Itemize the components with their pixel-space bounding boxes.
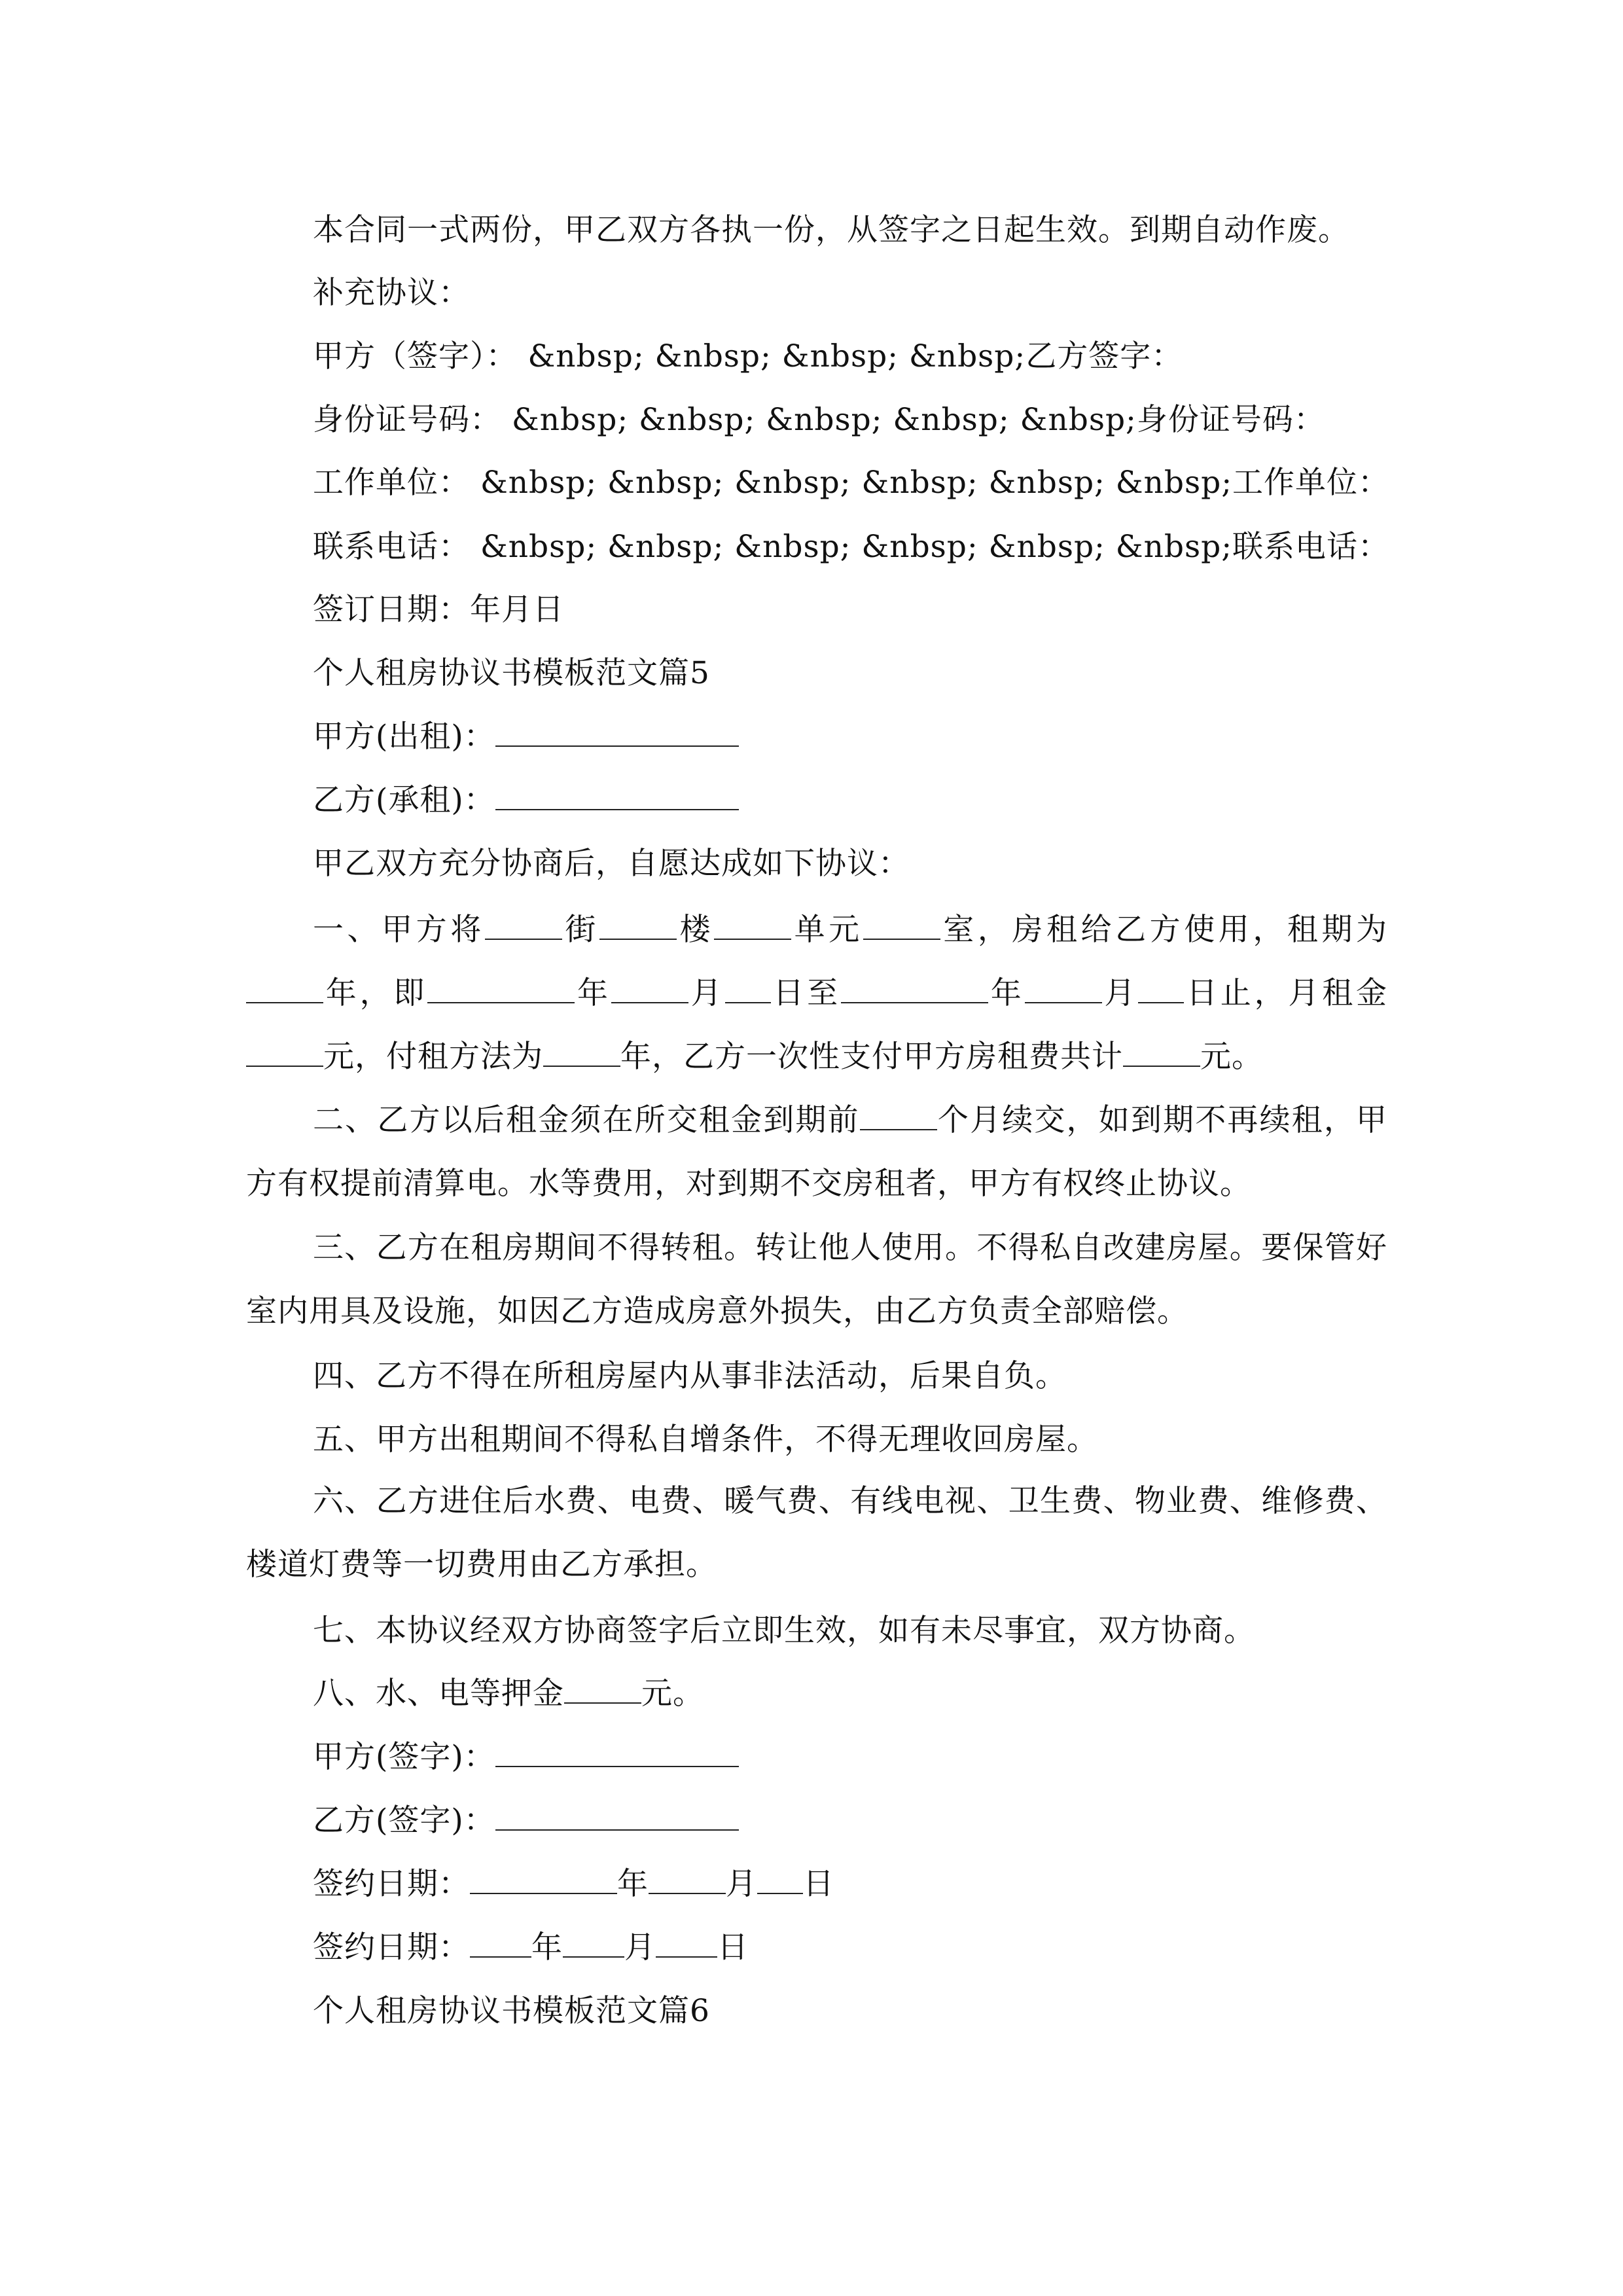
year-unit: 年 (617, 1866, 649, 1902)
clause-1-text: 日至 (770, 975, 841, 1011)
party-a-sign-line (313, 1738, 1387, 1777)
clause-1-text: 年，即 (323, 975, 428, 1011)
blank-room (863, 912, 940, 940)
blank-end-day (1138, 976, 1184, 1003)
contract-copies-line: 本合同一式两份，甲乙双方各执一份，从签字之日起生效。到期自动作废。 (313, 212, 1349, 248)
phone-line: 联系电话： &nbsp; &nbsp; &nbsp; &nbsp; &nbsp; &nbsp;联系电话： (313, 529, 1390, 565)
party-a-sign-blank (495, 1740, 739, 1767)
party-a-lessor-label: 甲方(出租)： (313, 719, 495, 755)
clause-2 (246, 1088, 1387, 1215)
blank-start-month (611, 976, 688, 1003)
clause-8 (313, 1674, 1387, 1713)
section-heading-5: 个人租房协议书模板范文篇5 (313, 655, 710, 691)
clause-1-text: 年 (988, 975, 1025, 1011)
year-unit: 年 (531, 1929, 563, 1965)
blank-deposit (564, 1676, 641, 1704)
clause-1-text: 街 (562, 912, 599, 948)
supplement-heading: 补充协议： (313, 275, 470, 311)
clause-1-text: 元，付租方法为 (323, 1039, 543, 1075)
blank-sign-day (656, 1930, 717, 1958)
party-a-signature-line: 甲方（签字）： &nbsp; &nbsp; &nbsp; &nbsp;乙方签字： (313, 338, 1183, 374)
party-a-lessor-line (313, 717, 1387, 757)
clause-2-text: 二、乙方以后租金须在所交租金到期前 (313, 1102, 860, 1138)
sign-date-line: 签订日期：年月日 (313, 592, 564, 628)
month-unit: 月 (726, 1866, 757, 1902)
day-unit: 日 (803, 1866, 834, 1902)
blank-renew-months (860, 1103, 937, 1130)
clause-1-text: 年，乙方一次性支付甲方房租费共计 (620, 1039, 1123, 1075)
blank-monthly-rent (246, 1039, 323, 1067)
blank-payment-years (543, 1039, 620, 1067)
clause-1-text: 一、甲方将 (313, 912, 485, 948)
party-b-sign-blank (495, 1803, 739, 1831)
blank-street (485, 912, 562, 940)
clause-1-text: 年 (575, 975, 611, 1011)
sign-date-label: 签约日期： (313, 1929, 470, 1965)
clause-1-text: 楼 (676, 912, 715, 948)
clause-1-text: 单元 (791, 912, 863, 948)
clause-1-text: 月 (688, 975, 725, 1011)
work-unit-line: 工作单位： &nbsp; &nbsp; &nbsp; &nbsp; &nbsp; &nbsp;工作单位： (313, 465, 1390, 501)
party-b-lessee-label: 乙方(承租)： (313, 782, 495, 818)
blank-term-years (246, 976, 323, 1003)
day-unit: 日 (717, 1929, 749, 1965)
sign-date-label: 签约日期： (313, 1866, 470, 1902)
month-unit: 月 (624, 1929, 656, 1965)
clause-1 (246, 898, 1387, 1088)
clause-8-text: 八、水、电等押金 (313, 1676, 564, 1712)
clause-8-text: 元。 (641, 1676, 704, 1712)
clause-1-text: 室，房租给乙方使用，租期为 (940, 912, 1388, 948)
agreement-intro: 甲乙双方充分协商后，自愿达成如下协议： (313, 846, 910, 882)
party-b-sign-label: 乙方(签字)： (313, 1803, 495, 1839)
clause-5: 五、甲方出租期间不得私自增条件，不得无理收回房屋。 (313, 1422, 1098, 1458)
blank-sign-year (470, 1867, 617, 1894)
blank-sign-month (563, 1930, 624, 1958)
blank-unit (714, 912, 791, 940)
clause-7: 七、本协议经双方协商签字后立即生效，如有未尽事宜，双方协商。 (313, 1613, 1255, 1649)
blank-start-year (427, 976, 575, 1003)
section-heading-6: 个人租房协议书模板范文篇6 (313, 1993, 710, 2029)
sign-date-line-2 (313, 1928, 1387, 1967)
id-number-line: 身份证号码： &nbsp; &nbsp; &nbsp; &nbsp; &nbsp;身份证号码： (313, 402, 1325, 438)
blank-sign-day (757, 1867, 803, 1894)
clause-2-text: 个月续交，如到期不再续租，甲方有权提前清算电。水等费用，对到期不交房租者，甲方有权终止协议。 (246, 1102, 1388, 1202)
clause-4: 四、乙方不得在所租房屋内从事非法活动，后果自负。 (313, 1358, 1067, 1394)
clause-3: 三、乙方在租房期间不得转租。转让他人使用。不得私自改建房屋。要保管好室内用具及设施，如因乙方造成房意外损失，由乙方负责全部赔偿。 (246, 1230, 1387, 1329)
blank-total-rent (1123, 1039, 1200, 1067)
clause-6: 六、乙方进住后水费、电费、暖气费、有线电视、卫生费、物业费、维修费、楼道灯费等一切费用由乙方承担。 (246, 1483, 1387, 1583)
clause-1-text: 日止，月租金 (1184, 975, 1388, 1011)
party-a-sign-label: 甲方(签字)： (313, 1739, 495, 1775)
blank-end-year (841, 976, 988, 1003)
party-b-lessee-line (313, 781, 1387, 820)
party-b-sign-line (313, 1801, 1387, 1840)
clause-1-text: 元。 (1200, 1039, 1263, 1075)
blank-building (599, 912, 677, 940)
blank-end-month (1025, 976, 1102, 1003)
clause-1-text: 月 (1101, 975, 1139, 1011)
blank-sign-year (470, 1930, 531, 1958)
sign-date-line-1 (313, 1865, 1387, 1904)
blank-sign-month (649, 1867, 726, 1894)
party-a-lessor-blank (495, 719, 739, 747)
blank-start-day (725, 976, 771, 1003)
party-b-lessee-blank (495, 783, 739, 810)
